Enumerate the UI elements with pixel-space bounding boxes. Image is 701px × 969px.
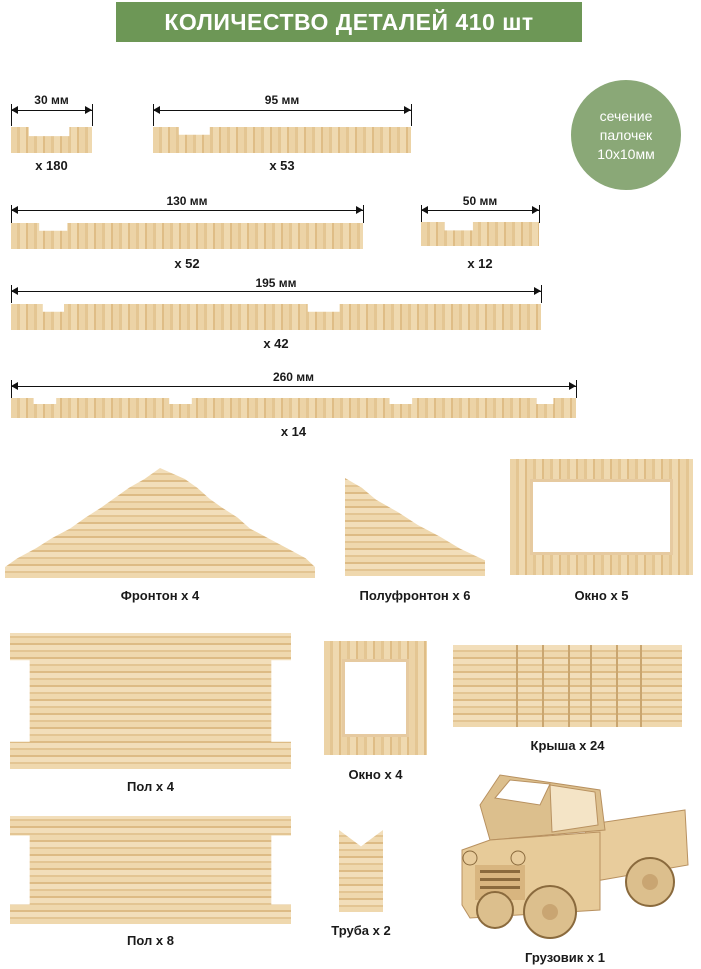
- section-note-line2: палочек: [599, 126, 653, 143]
- stick-length-label: 50 мм: [462, 194, 498, 208]
- part-label: Пол х 8: [127, 933, 174, 948]
- stick-count-label: х 14: [280, 424, 307, 439]
- part-label: Крыша х 24: [530, 738, 605, 753]
- section-note-line1: сечение: [599, 107, 653, 124]
- part-label: Окно х 4: [348, 767, 403, 782]
- part-label: Окно х 5: [574, 588, 629, 603]
- stick-count-label: х 42: [263, 336, 289, 351]
- part-label: Пол х 4: [127, 779, 174, 794]
- stick-length-label: 130 мм: [166, 194, 208, 208]
- page-title: КОЛИЧЕСТВО ДЕТАЛЕЙ 410 шт: [116, 2, 582, 42]
- stick-count-label: х 180: [35, 158, 68, 173]
- section-note-line3: 10х10мм: [597, 145, 655, 162]
- part-label: Грузовик х 1: [525, 950, 605, 965]
- stick-length-label: 260 мм: [272, 370, 315, 384]
- stick-count-label: х 12: [467, 256, 493, 271]
- stick-count-label: х 53: [269, 158, 295, 173]
- stick-length-label: 195 мм: [255, 276, 297, 290]
- part-label: Фронтон х 4: [120, 588, 200, 603]
- part-label: Труба х 2: [331, 923, 391, 938]
- part-label: Полуфронтон х 6: [359, 588, 471, 603]
- stick-length-label: 30 мм: [34, 93, 69, 107]
- truck-illustration: [460, 770, 690, 945]
- section-note-badge: [571, 80, 681, 190]
- stick-length-label: 95 мм: [264, 93, 300, 107]
- stick-count-label: х 52: [174, 256, 200, 271]
